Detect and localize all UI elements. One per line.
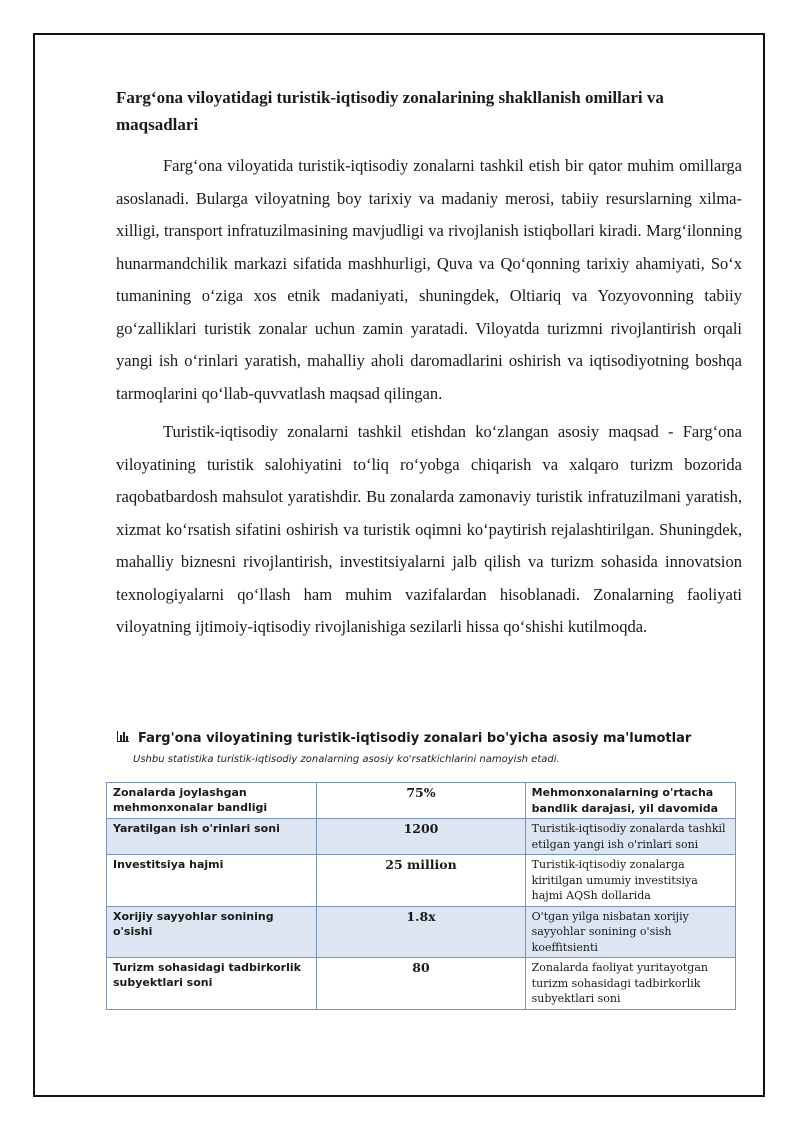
- row-value: 1.8x: [317, 906, 525, 958]
- table-row: [107, 958, 736, 1010]
- row-label: Turizm sohasidagi tadbirkorlik subyektlari soni: [107, 958, 317, 1010]
- paragraph-factors: Farg‘ona viloyatida turistik-iqtisodiy zonalarni tashkil etish bir qator muhim omillarga asoslanadi. Bularga viloyatning boy tarixiy va madaniy merosi, tabiiy resurslarning xilma-xilligi, transport infratuzilmasining mavjudligi va rivojlanish istiqbollari kiradi. Marg‘ilonning hunarmandchilik markazi sifatida mashhurligi, Quva va Qo‘qonning tarixiy ahamiyati, So‘x tumanining o‘ziga xos etnik madaniyati, shuningdek, Oltiariq va Yozyovonning tabiiy go‘zalliklari turistik zonalar uchun zamin yaratadi. Viloyatda turizmni rivojlantirish orqali yangi ish o‘rinlari yaratish, mahalliy aholi daromadlarini oshirish va iqtisodiyotning boshqa tarmoqlarini qo‘llab-quvvatlash maqsad qilingan.: [116, 156, 742, 403]
- document-body: [116, 84, 742, 650]
- table-row: [107, 906, 736, 958]
- row-value: 80: [317, 958, 525, 1010]
- row-value: 75%: [317, 783, 525, 819]
- row-value: 25 million: [317, 855, 525, 907]
- bar-chart-icon: [116, 730, 130, 746]
- statistics-table: [106, 782, 736, 1010]
- table-row: [107, 819, 736, 855]
- row-label: Zonalarda joylashgan mehmonxonalar bandligi: [107, 783, 317, 819]
- table-caption: Ushbu statistika turistik-iqtisodiy zonalarning asosiy ko'rsatkichlarini namoyish etadi.: [133, 754, 560, 765]
- row-value: 1200: [317, 819, 525, 855]
- row-description: O'tgan yilga nisbatan xorijiy sayyohlar sonining o'sish koeffitsienti: [525, 906, 735, 958]
- row-label: Investitsiya hajmi: [107, 855, 317, 907]
- row-description: Mehmonxonalarning o'rtacha bandlik darajasi, yil davomida: [525, 783, 735, 819]
- row-description: Turistik-iqtisodiy zonalarga kiritilgan umumiy investitsiya hajmi AQSh dollarida: [525, 855, 735, 907]
- paragraph-goals: Turistik-iqtisodiy zonalarni tashkil etishdan ko‘zlangan asosiy maqsad - Farg‘ona viloyatining turistik salohiyatini to‘liq ro‘yobga chiqarish va xalqaro turizm bozorida raqobatbardosh mahsulot yaratishdir. Bu zonalarda zamonaviy turistik infratuzilmani yaratish, xizmat ko‘rsatish sifatini oshirish va turistik oqimni ko‘paytirish rejalashtirilgan. Shuningdek, mahalliy biznesni rivojlantirish, investitsiyalarni jalb qilish va turizm sohasida innovatsion texnologiyalarni qo‘llash ham muhim vazifalardan hisoblanadi. Zonalarning faoliyati viloyatning ijtimoiy-iqtisodiy rivojlanishiga sezilarli hissa qo‘shishi kutilmoqda.: [116, 422, 742, 636]
- table-header-block: [116, 708, 756, 773]
- row-description: Turistik-iqtisodiy zonalarda tashkil etilgan yangi ish o'rinlari soni: [525, 819, 735, 855]
- table-row: [107, 783, 736, 819]
- table-row: [107, 855, 736, 907]
- table-title: [116, 730, 756, 746]
- row-label: Xorijiy sayyohlar sonining o'sishi: [107, 906, 317, 958]
- row-label: Yaratilgan ish o'rinlari soni: [107, 819, 317, 855]
- row-description: Zonalarda faoliyat yuritayotgan turizm sohasidagi tadbirkorlik subyektlari soni: [525, 958, 735, 1010]
- section-heading: Farg‘ona viloyatidagi turistik-iqtisodiy zonalarining shakllanish omillari va maqsadlari: [116, 88, 664, 134]
- table-title-text: Farg'ona viloyatining turistik-iqtisodiy zonalari bo'yicha asosiy ma'lumotlar: [138, 730, 692, 746]
